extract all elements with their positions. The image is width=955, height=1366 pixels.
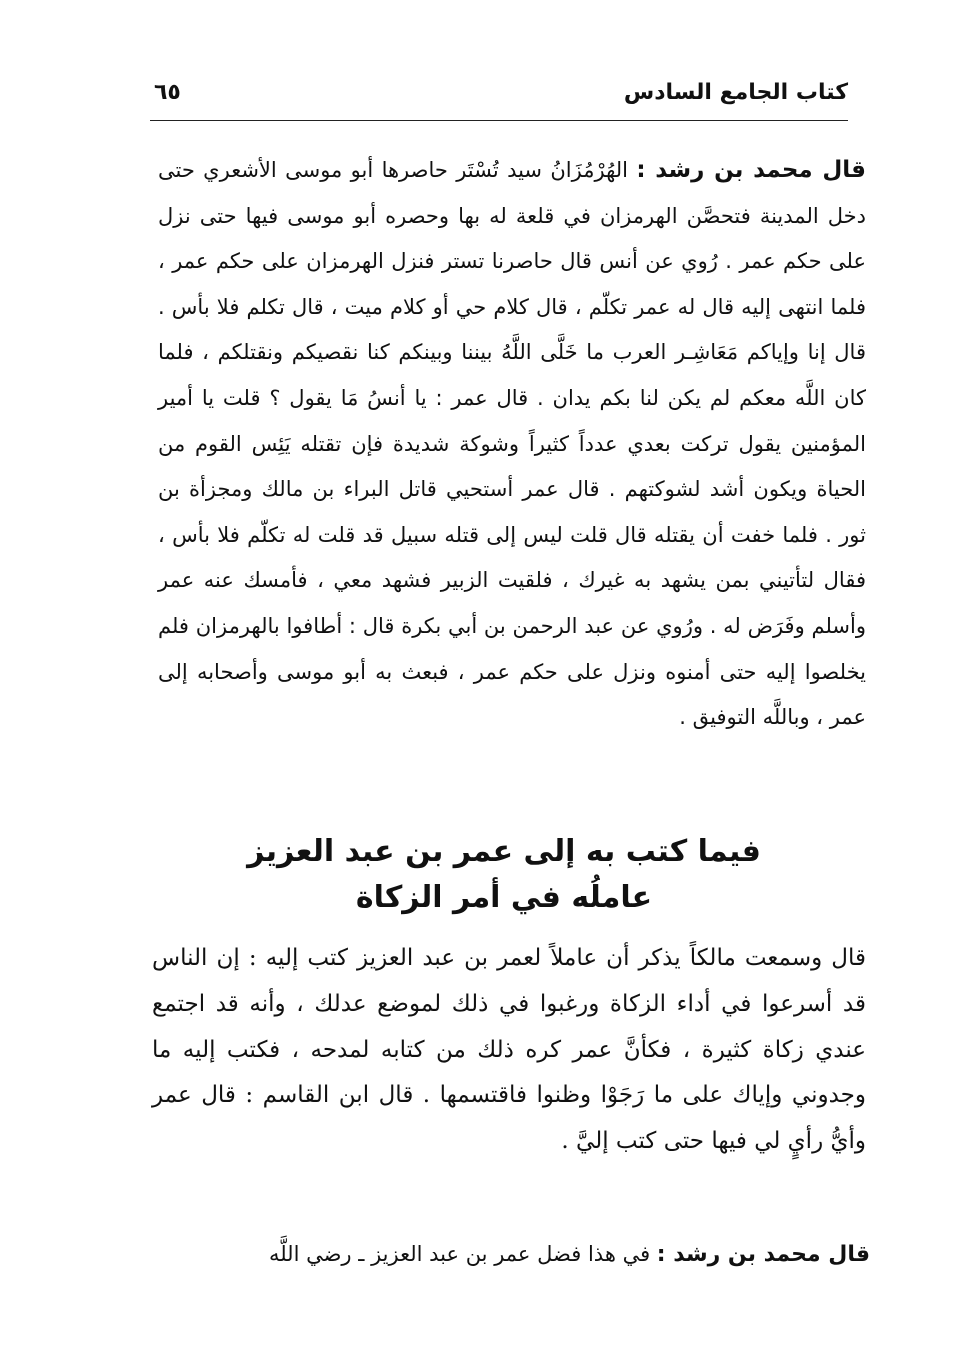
paragraph-commentary bbox=[148, 1232, 870, 1277]
paragraph-zakat bbox=[152, 936, 866, 1165]
paragraph-hormozan bbox=[158, 148, 866, 741]
section-heading-line-1: فيما كتب به إلى عمر بن عبد العزيز bbox=[247, 834, 761, 869]
paragraph-text: في هذا فضل عمر بن عبد العزيز ـ رضي اللَّه bbox=[268, 1242, 651, 1266]
header-divider bbox=[150, 120, 848, 121]
paragraph-text: قال وسمعت مالكاً يذكر أن عاملاً لعمر بن عبد العزيز كتب إليه : إن الناس قد أسرعوا في أداء الزكاة ورغبوا في ذلك لموضع عدلك ، وأنه قد اجتمع عندي زكاة كثيرة ، فكأنَّ عمر كره ذلك من كتابه لمدحه ، فكتب إليه ما وجدوني وإياك على ما رَجَوْا وظنوا فاقتسمها . قال ابن القاسم : قال عمر وأيُّ رأيٍ لي فيها حتى كتب إليَّ . bbox=[152, 945, 866, 1155]
paragraph-speaker: قال محمد بن رشد : bbox=[636, 157, 866, 183]
page-header bbox=[148, 78, 848, 118]
paragraph-speaker: قال محمد بن رشد : bbox=[656, 1242, 870, 1267]
section-heading-line-2: عاملُه في أمر الزكاة bbox=[355, 880, 653, 915]
running-title: كتاب الجامع السادس bbox=[623, 80, 848, 105]
paragraph-text: الهُرْمُزَانُ سيد تُسْتَر حاصرها أبو موسى الأشعري حتى دخل المدينة فتحصَّن الهرمزان في قلعة له بها وحصره أبو موسى فيها حتى نزل على حكم عمر . رُوي عن أنس قال حاصرنا تستر فنزل الهرمزان على حكم عمر ، فلما انتهى إليه قال له عمر تكلّم ، قال كلام حي أو كلام ميت ، قال تكلم فلا بأس . قال إنا وإياكم مَعَاشِـر العرب ما خَلَّى اللَّهُ بيننا وبينكم كنا نقصيكم ونقتلكم ، فلما كان اللَّه معكم لم يكن لنا بكم يدان . قال عمر : يا أنسُ مَا يقول ؟ قلت يا أمير المؤمنين يقول تركت بعدي عدداً كثيراً وشوكة شديدة فإن تقتله يَئِس القوم من الحياة ويكون أشد لشوكتهم . قال عمر أستحيي قاتل البراء بن مالك ومجزأة بن ثور . فلما خفت أن يقتله قال قلت ليس إلى قتله سبيل قد قلت له تكلّم فلا بأس ، فقال لتأتيني بمن يشهد به غيرك ، فلقيت الزبير فشهد معي ، فأمسك عنه عمر وأسلم وفَرَض له . ورُوي عن عبد الرحمن بن أبي بكرة قال : أطافوا بالهرمزان فلم يخلصوا إليه حتى أمنوه ونزل على حكم عمر ، فبعث به أبو موسى وأصحابه إلى عمر ، وباللَّه التوفيق . bbox=[158, 158, 866, 730]
page-number: ٦٥ bbox=[154, 80, 181, 105]
